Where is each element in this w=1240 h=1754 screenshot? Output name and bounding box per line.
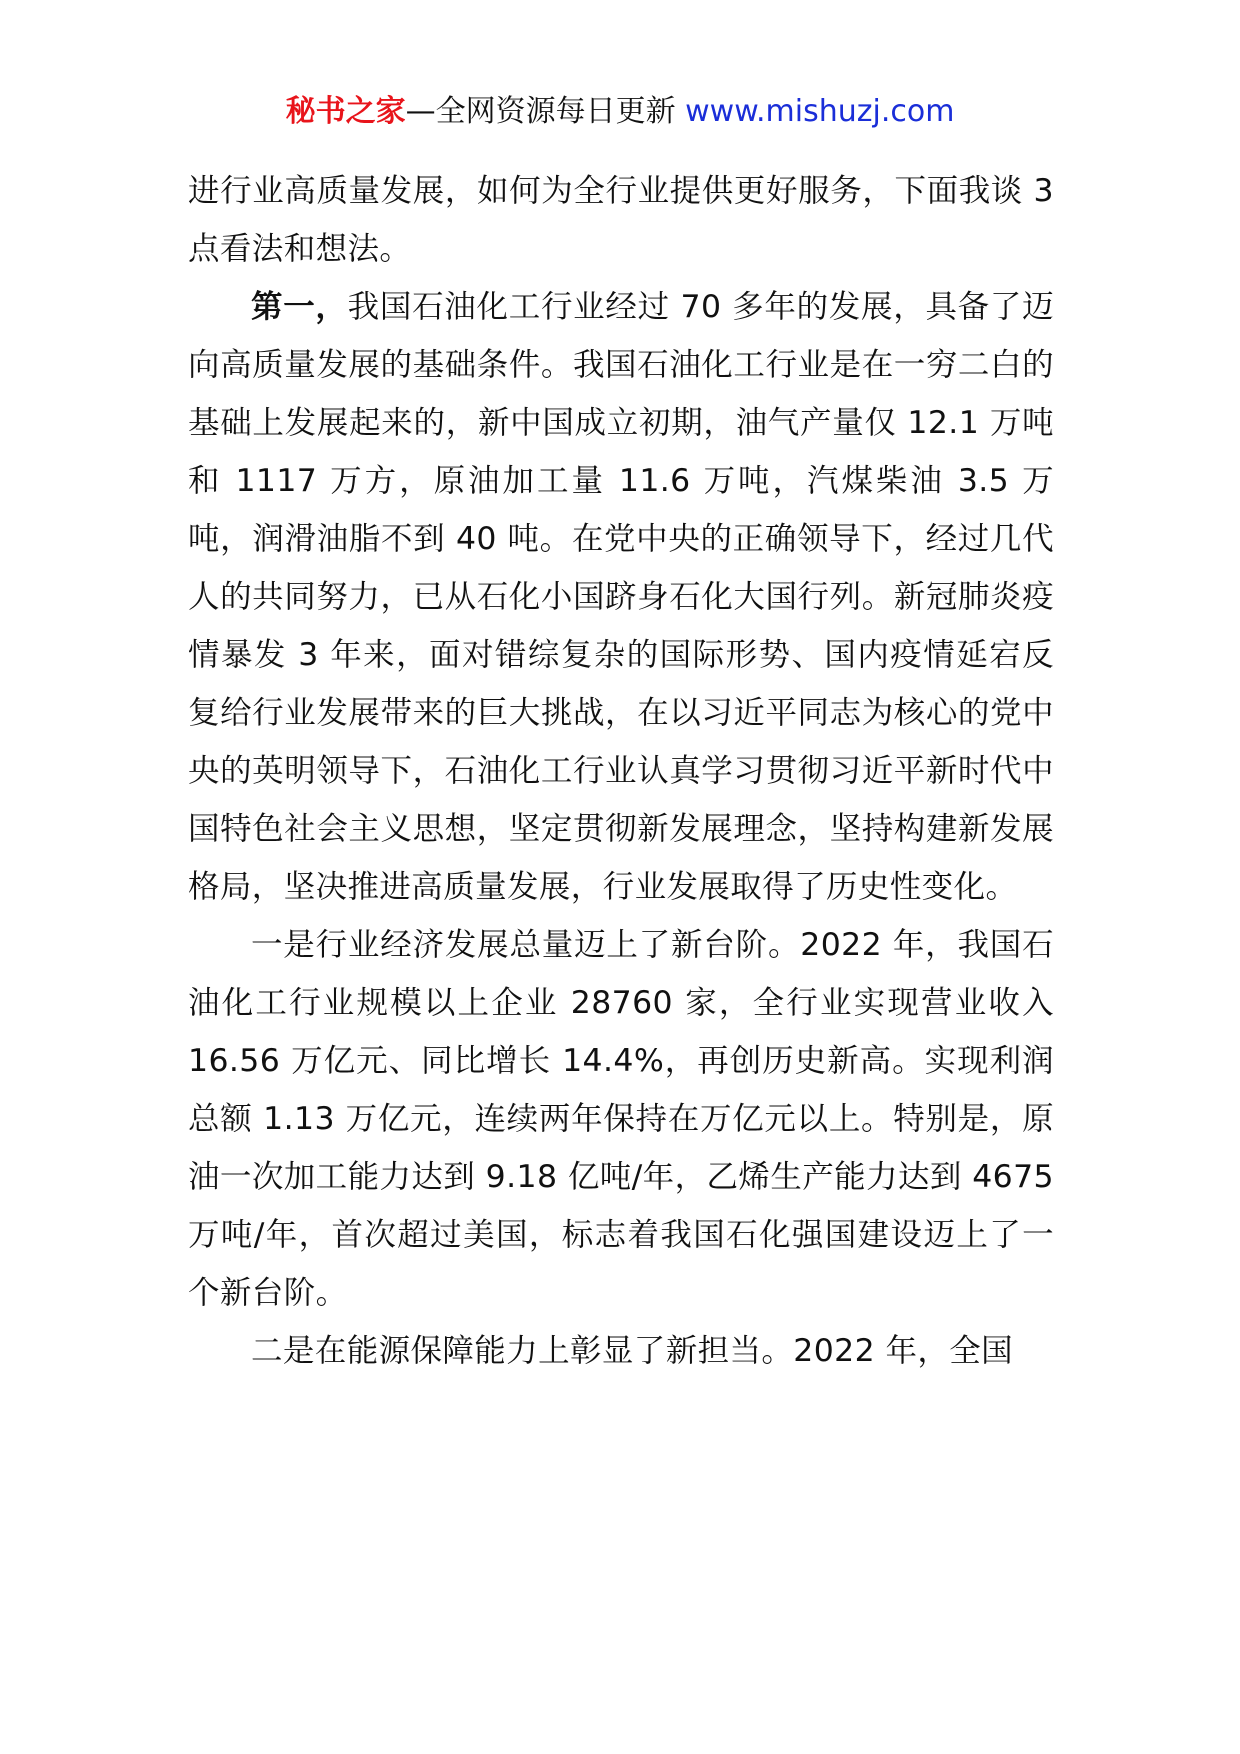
paragraph-text: 进行业高质量发展，如何为全行业提供更好服务，下面我谈 3 点看法和想法。 <box>188 173 1054 267</box>
site-url-link[interactable]: www.mishuzj.com <box>685 94 955 129</box>
paragraph-text: 二是在能源保障能力上彰显了新担当。2022 年，全国 <box>251 1333 1014 1369</box>
paragraph-continued <box>188 162 1054 278</box>
paragraph-lead: 第一， <box>251 289 348 325</box>
paragraph-economic-total <box>188 916 1054 1322</box>
paragraph-text: 我国石油化工行业经过 70 多年的发展，具备了迈向高质量发展的基础条件。我国石油化工行业是在一穷二白的基础上发展起来的，新中国成立初期，油气产量仅 12.1 万吨和 1117 万方，原油加工量 11.6 万吨，汽煤柴油 3.5 万吨，润滑油脂不到 40 吨。在党中央的正确领导下，经过几代人的共同努力，已从石化小国跻身石化大国行列。新冠肺炎疫情暴发 3 年来，面对错综复杂的国际形势、国内疫情延宕反复给行业发展带来的巨大挑战，在以习近平同志为核心的党中央的英明领导下，石油化工行业认真学习贯彻习近平新时代中国特色社会主义思想，坚定贯彻新发展理念，坚持构建新发展格局，坚决推进高质量发展，行业发展取得了历史性变化。 <box>188 289 1054 905</box>
document-body <box>188 162 1054 1380</box>
paragraph-text: 一是行业经济发展总量迈上了新台阶。2022 年，我国石油化工行业规模以上企业 28760 家，全行业实现营业收入 16.56 万亿元、同比增长 14.4%，再创历史新高。实现利润总额 1.13 万亿元，连续两年保持在万亿元以上。特别是，原油一次加工能力达到 9.18 亿吨/年，乙烯生产能力达到 4675 万吨/年，首次超过美国，标志着我国石化强国建设迈上了一个新台阶。 <box>188 927 1054 1311</box>
paragraph-energy-security <box>188 1322 1054 1380</box>
site-header <box>0 92 1240 132</box>
paragraph-first-point <box>188 278 1054 916</box>
brand-name: 秘书之家 <box>285 94 406 129</box>
site-tagline: —全网资源每日更新 <box>405 94 676 129</box>
